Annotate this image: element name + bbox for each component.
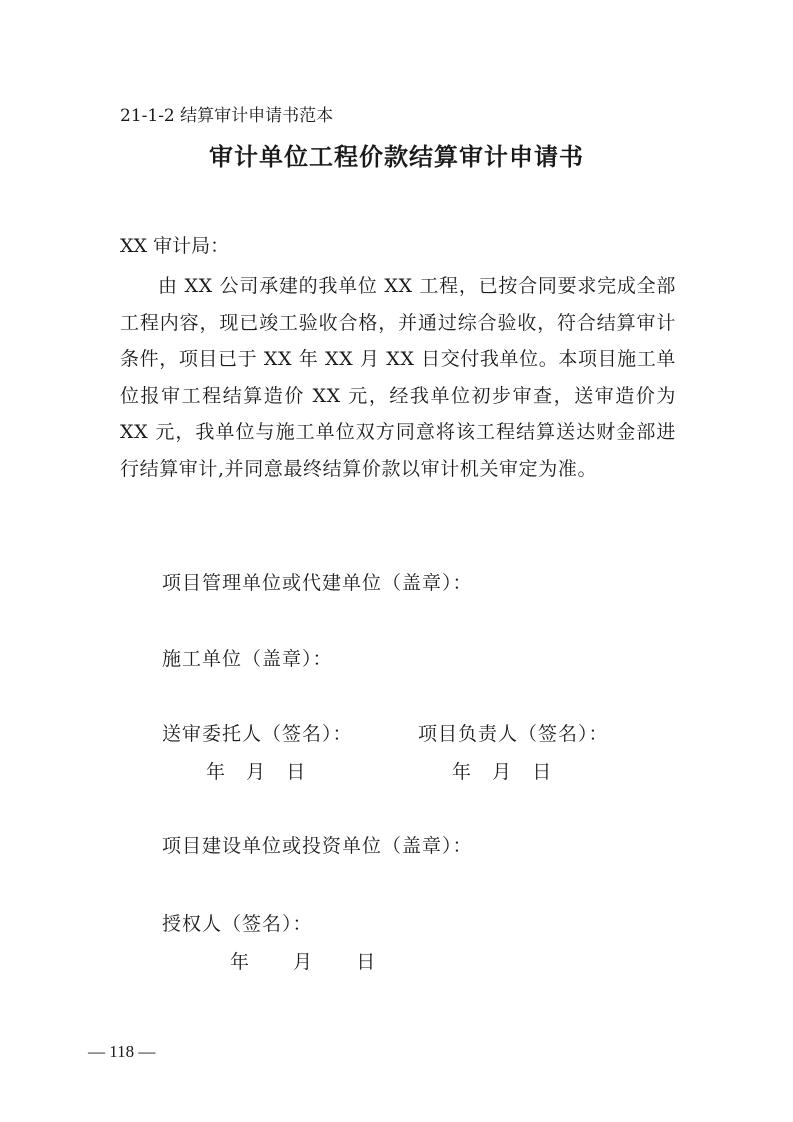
date-month-label: 月 bbox=[246, 761, 266, 783]
signature-construction-owner-unit: 项目建设单位或投资单位（盖章）： bbox=[162, 835, 473, 857]
date-year-label: 年 bbox=[230, 951, 250, 973]
signature-authorized-person: 授权人（签名）： bbox=[162, 913, 313, 935]
date-line-project-leader bbox=[452, 758, 551, 786]
date-year-label: 年 bbox=[206, 761, 226, 783]
date-month-label: 月 bbox=[492, 761, 512, 783]
body-paragraph: 由 XX 公司承建的我单位 XX 工程，已按合同要求完成全部工程内容，现已竣工验收合格，并通过综合验收，符合结算审计条件，项目已于 XX 年 XX 月 XX 日交付我单位。本项目施工单位报审工程结算造价 XX 元，经我单位初步审查，送审造价为 XX 元，我单位与施工单位双方同意将该工程结算送达财金部进行结算审计,并同意最终结算价款以审计机关审定为准。 bbox=[120, 275, 676, 480]
section-label: 21-1-2 结算审计申请书范本 bbox=[120, 106, 334, 126]
page-number: — 118 — bbox=[88, 1042, 156, 1061]
date-day-label: 日 bbox=[356, 951, 376, 973]
signature-review-delegate: 送审委托人（签名）： bbox=[162, 723, 353, 745]
signature-project-leader: 项目负责人（签名）： bbox=[418, 723, 609, 745]
signature-project-management-unit: 项目管理单位或代建单位（盖章）： bbox=[162, 572, 473, 594]
signature-construction-unit: 施工单位（盖章）： bbox=[162, 648, 333, 670]
document-title: 审计单位工程价款结算审计申请书 bbox=[209, 142, 584, 171]
date-year-label: 年 bbox=[452, 761, 472, 783]
date-month-label: 月 bbox=[293, 951, 313, 973]
date-line-review-delegate bbox=[206, 758, 305, 786]
date-day-label: 日 bbox=[286, 761, 306, 783]
date-line-authorized-person bbox=[230, 948, 375, 976]
addressee: XX 审计局： bbox=[120, 235, 230, 257]
date-day-label: 日 bbox=[532, 761, 552, 783]
